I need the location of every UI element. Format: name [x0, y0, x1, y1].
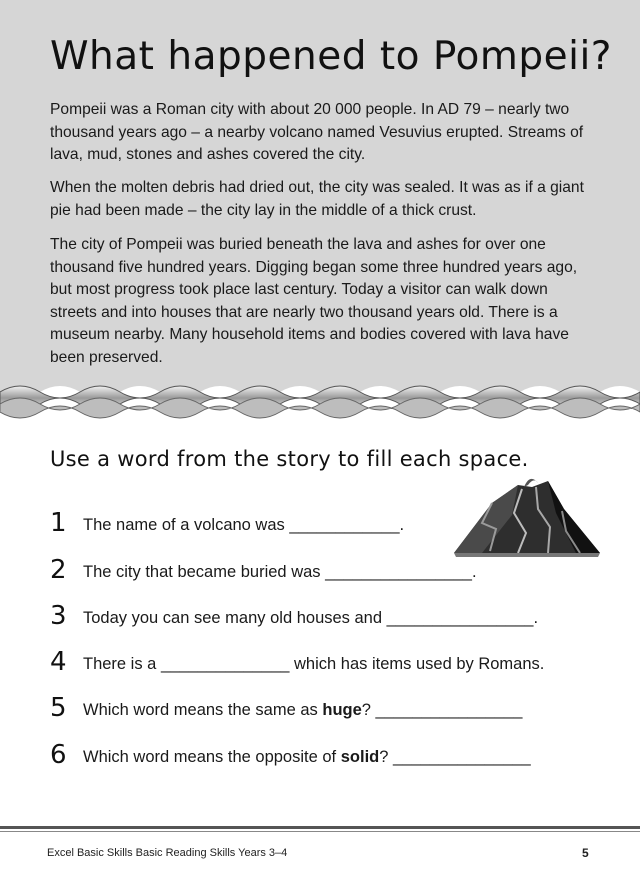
- question-text[interactable]: There is a ______________ which has items used by Romans.: [83, 655, 545, 673]
- question-5: [50, 693, 610, 733]
- key-word: huge: [322, 701, 362, 719]
- answer-blank: ? _______________: [379, 748, 531, 766]
- paragraph-2: When the molten debris had dried out, the city was sealed. It was as if a giant pie had been made – the city lay in the middle of a thick crust.: [50, 179, 584, 219]
- paragraph-3: The city of Pompeii was buried beneath the lava and ashes for over one thousand five hundred years. Digging began some three hundred years ago, but most progress took place last century. Today a visitor can walk down streets and into houses that are nearly two thousand years old. There is a museum nearby. Many household items and bodies covered with lava have been preserved.: [50, 236, 578, 366]
- question-number: 1: [50, 508, 67, 538]
- answer-blank: ____________.: [289, 516, 405, 534]
- question-text[interactable]: The name of a volcano was ____________.: [83, 516, 405, 534]
- question-2: [50, 555, 610, 595]
- footer-book-title: Excel Basic Skills Basic Reading Skills Years 3–4: [47, 847, 288, 859]
- answer-blank: ? ________________: [361, 701, 523, 719]
- question-text[interactable]: Which word means the opposite of solid? _______________: [83, 748, 531, 766]
- question-number: 4: [50, 647, 67, 677]
- question-3: [50, 601, 610, 641]
- answer-blank: ________________.: [325, 563, 477, 581]
- question-text[interactable]: The city that became buried was ________________.: [83, 563, 477, 581]
- question-number: 2: [50, 555, 67, 585]
- volcano-icon: [452, 473, 602, 558]
- passage-panel: [0, 0, 640, 420]
- question-text[interactable]: Which word means the same as huge? ________________: [83, 701, 523, 719]
- key-word: solid: [340, 748, 380, 766]
- footer-rule: [0, 826, 640, 829]
- page-number: 5: [582, 846, 589, 860]
- answer-blank: ________________.: [386, 609, 539, 627]
- question-number: 3: [50, 601, 67, 631]
- question-4: [50, 647, 610, 687]
- question-number: 5: [50, 693, 67, 723]
- footer-rule-thin: [0, 831, 640, 832]
- question-text[interactable]: Today you can see many old houses and ________________.: [83, 609, 539, 627]
- paragraph-1: Pompeii was a Roman city with about 20 000 people. In AD 79 – nearly two thousand years ago – a nearby volcano named Vesuvius erupted. Streams of lava, mud, stones and ashes covered the city.: [50, 101, 584, 163]
- question-number: 6: [50, 740, 67, 770]
- exercise-instruction: Use a word from the story to fill each space.: [50, 447, 529, 471]
- passage-title: What happened to Pompeii?: [50, 34, 613, 79]
- question-6: [50, 740, 610, 780]
